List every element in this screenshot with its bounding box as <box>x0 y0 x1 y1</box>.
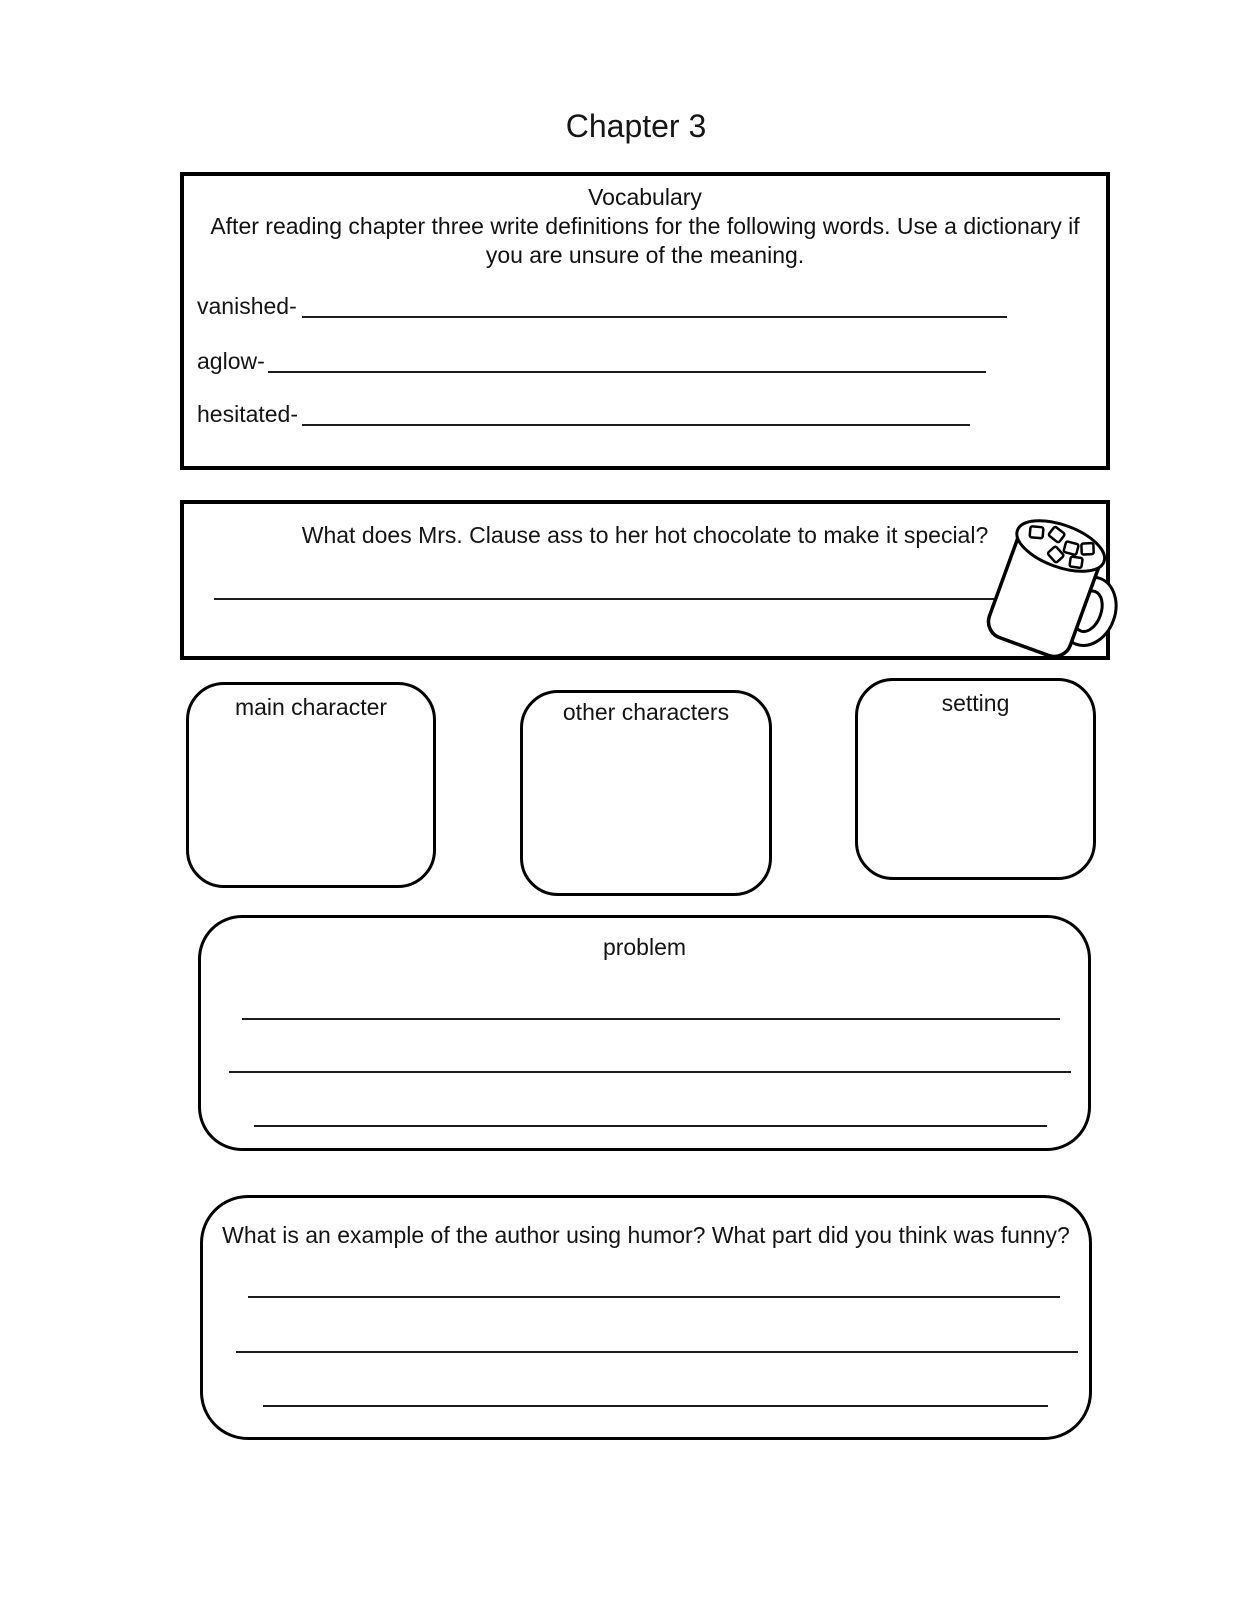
problem-box <box>198 915 1091 1151</box>
vocabulary-box <box>180 172 1110 470</box>
vocab-blank-line <box>302 316 1007 318</box>
other-characters-box <box>520 690 772 896</box>
vocabulary-heading: Vocabulary <box>588 184 702 210</box>
vocab-word-aglow: aglow- <box>197 348 265 374</box>
hot-chocolate-mug-icon <box>975 505 1150 680</box>
humor-question: What is an example of the author using humor? What part did you think was funny? <box>222 1222 1070 1248</box>
answer-blank-line <box>263 1405 1048 1407</box>
vocab-blank-line <box>268 371 986 373</box>
hot-chocolate-question-box <box>180 500 1110 660</box>
answer-blank-line <box>248 1296 1060 1298</box>
vocabulary-instructions: After reading chapter three write definitions for the following words. Use a dictionary if you are unsure of the meaning. <box>210 213 1080 268</box>
main-character-box <box>186 682 436 888</box>
vocab-blank-line <box>302 424 970 426</box>
answer-blank-line <box>254 1125 1047 1127</box>
humor-question-box <box>200 1195 1092 1440</box>
answer-blank-line <box>229 1071 1071 1073</box>
other-characters-label: other characters <box>562 699 730 725</box>
setting-label: setting <box>941 690 1010 716</box>
answer-blank-line <box>236 1351 1078 1353</box>
setting-box <box>855 678 1096 880</box>
answer-blank-line <box>214 598 1049 600</box>
problem-label: problem <box>602 934 687 960</box>
main-character-label: main character <box>234 694 388 720</box>
answer-blank-line <box>242 1018 1060 1020</box>
vocab-word-vanished: vanished- <box>197 293 297 319</box>
vocab-word-hesitated: hesitated- <box>197 401 299 427</box>
page-title: Chapter 3 <box>565 108 707 144</box>
hot-chocolate-question: What does Mrs. Clause ass to her hot chocolate to make it special? <box>301 522 989 548</box>
